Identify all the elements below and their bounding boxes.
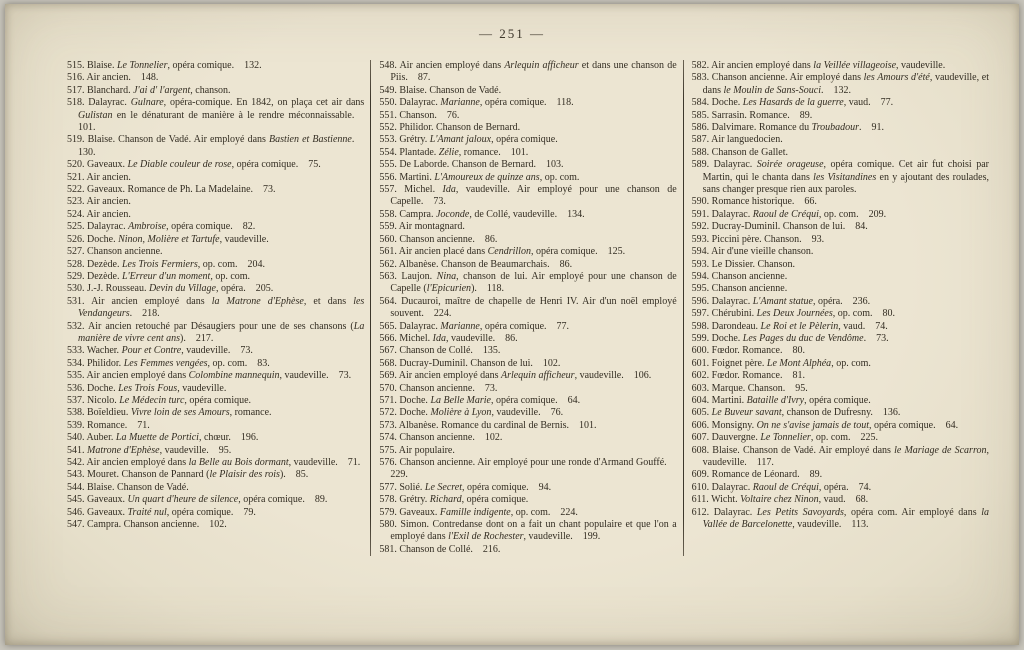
index-entry: 521. Air ancien.: [67, 171, 131, 183]
index-entry: 586. Dalvimare. Romance du Troubadour. 91.: [691, 122, 885, 134]
index-entry: 563. Laujon. Nina, chanson de lui. Air employé pour une chanson de Capelle (l'Epicurien). 118.: [379, 270, 677, 295]
index-entry: 518. Dalayrac. Gulnare, opéra-comique. En 1842, on plaça cet air dans Gulistan en le dénaturant de manière à le rendre méconnaissable. 101.: [67, 97, 365, 134]
index-entry: 538. Boïeldieu. Vivre loin de ses Amours, romance.: [67, 407, 272, 419]
index-entry: 517. Blanchard. J'ai d' l'argent, chanson.: [67, 84, 231, 96]
index-entry: 551. Chanson. 76.: [379, 109, 460, 121]
index-entry: 530. J.-J. Rousseau. Devin du Village, opéra. 205.: [67, 283, 274, 295]
index-entry: 532. Air ancien retouché par Désaugiers pour une de ses chansons (La manière de vivre cent ans). 217.: [67, 320, 365, 344]
index-entry: 549. Blaise. Chanson de Vadé.: [379, 84, 502, 96]
index-entry: 541. Matrone d'Ephèse, vaudeville. 95.: [67, 444, 232, 456]
index-entry: 605. Le Buveur savant, chanson de Dufresny. 136.: [691, 407, 901, 419]
index-entry: 606. Monsigny. On ne s'avise jamais de tout, opéra comique. 64.: [691, 419, 959, 431]
index-entry: 575. Air populaire.: [379, 444, 455, 456]
index-entry: 553. Grétry. L'Amant jaloux, opéra comique.: [379, 134, 558, 146]
index-entry: 574. Chanson ancienne. 102.: [379, 432, 503, 444]
index-entry: 590. Romance historique. 66.: [691, 196, 817, 208]
index-columns: [67, 60, 989, 556]
index-entry: 579. Gaveaux. Famille indigente, op. com. 224.: [379, 506, 578, 518]
index-entry: 581. Chanson de Collé. 216.: [379, 543, 501, 555]
index-entry: 544. Blaise. Chanson de Vadé.: [67, 481, 189, 493]
index-entry: 556. Martini. L'Amoureux de quinze ans, op. com.: [379, 171, 580, 183]
index-entry: 557. Michel. Ida, vaudeville. Air employé pour une chanson de Capelle. 73.: [379, 184, 677, 208]
index-entry: 572. Doche. Molière à Lyon, vaudeville. 76.: [379, 407, 564, 419]
index-entry: 600. Fœdor. Romance. 80.: [691, 345, 805, 357]
page-number: — 251 —: [479, 26, 545, 41]
index-entry: 583. Chanson ancienne. Air employé dans les Amours d'été, vaudeville, et dans le Moulin de Sans-Souci. 132.: [691, 72, 989, 96]
index-entry: 565. Dalayrac. Marianne, opéra comique. 77.: [379, 320, 570, 332]
index-entry: 524. Air ancien.: [67, 208, 131, 220]
index-entry: 543. Mouret. Chanson de Pannard (le Plaisir des rois). 85.: [67, 469, 309, 481]
column-divider: [370, 60, 371, 556]
index-column-left: [67, 60, 364, 556]
index-entry: 610. Dalayrac. Raoul de Créqui, opéra. 74.: [691, 481, 872, 493]
index-entry: 588. Chanson de Gallet.: [691, 146, 789, 158]
index-entry: 592. Ducray-Duminil. Chanson de lui. 84.: [691, 221, 868, 233]
index-entry: 536. Doche. Les Trois Fous, vaudeville.: [67, 382, 227, 394]
index-entry: 604. Martini. Bataille d'Ivry, opéra comique.: [691, 394, 871, 406]
index-entry: 599. Doche. Les Pages du duc de Vendôme. 73.: [691, 332, 889, 344]
index-entry: 587. Air languedocien.: [691, 134, 783, 146]
index-entry: 570. Chanson ancienne. 73.: [379, 382, 498, 394]
index-entry: 542. Air ancien employé dans la Belle au Bois dormant, vaudeville. 71.: [67, 457, 361, 468]
index-entry: 529. Dezède. L'Erreur d'un moment, op. com.: [67, 270, 251, 282]
index-entry: 561. Air ancien placé dans Cendrillon, opéra comique. 125.: [379, 246, 626, 258]
index-entry: 534. Philidor. Les Femmes vengées, op. com. 83.: [67, 357, 270, 369]
index-entry: 539. Romance. 71.: [67, 419, 150, 431]
index-entry: 594. Chanson ancienne.: [691, 270, 788, 282]
index-entry: 558. Campra. Joconde, de Collé, vaudeville. 134.: [379, 208, 585, 220]
index-entry: 520. Gaveaux. Le Diable couleur de rose, opéra comique. 75.: [67, 159, 321, 171]
index-entry: 566. Michel. Ida, vaudeville. 86.: [379, 332, 518, 344]
index-entry: 516. Air ancien. 148.: [67, 72, 159, 84]
index-entry: 527. Chanson ancienne.: [67, 246, 163, 258]
index-entry: 545. Gaveaux. Un quart d'heure de silence, opéra comique. 89.: [67, 494, 328, 506]
index-entry: 607. Dauvergne. Le Tonnelier, op. com. 225.: [691, 432, 879, 444]
index-entry: 526. Doche. Ninon, Molière et Tartufe, vaudeville.: [67, 233, 269, 245]
column-divider: [683, 60, 684, 556]
index-column-right: [692, 60, 989, 556]
index-entry: 567. Chanson de Collé. 135.: [379, 345, 501, 357]
index-entry: 609. Romance de Léonard. 89.: [691, 469, 823, 481]
index-column-middle: [379, 60, 676, 556]
index-entry: 608. Blaise. Chanson de Vadé. Air employé dans le Mariage de Scarron, vaudeville. 117.: [691, 444, 989, 468]
index-entry: 577. Solié. Le Secret, opéra comique. 94.: [379, 481, 552, 493]
index-entry: 568. Ducray-Duminil. Chanson de lui. 102.: [379, 357, 561, 369]
index-entry: 591. Dalayrac. Raoul de Créqui, op. com. 209.: [691, 208, 887, 220]
index-entry: 537. Nicolo. Le Médecin turc, opéra comique.: [67, 394, 252, 406]
index-entry: 547. Campra. Chanson ancienne. 102.: [67, 519, 227, 531]
index-entry: 594. Air d'une vieille chanson.: [691, 246, 814, 258]
index-entry: 519. Blaise. Chanson de Vadé. Air employé dans Bastien et Bastienne. 130.: [67, 134, 365, 158]
index-entry: 525. Dalayrac. Ambroise, opéra comique. 82.: [67, 221, 256, 233]
index-entry: 528. Dezède. Les Trois Fermiers, op. com. 204.: [67, 258, 265, 270]
index-entry: 597. Chérubini. Les Deux Journées, op. com. 80.: [691, 308, 895, 320]
index-entry: 571. Doche. La Belle Marie, opéra comique. 64.: [379, 394, 581, 406]
index-entry: 550. Dalayrac. Marianne, opéra comique. 118.: [379, 97, 574, 109]
scanned-book-page: [5, 4, 1019, 645]
index-entry: 559. Air montagnard.: [379, 221, 465, 233]
index-entry: 531. Air ancien employé dans la Matrone d'Ephèse, et dans les Vendangeurs. 218.: [67, 295, 365, 320]
index-entry: 598. Darondeau. Le Roi et le Pèlerin, vaud. 74.: [691, 320, 888, 332]
index-entry: 523. Air ancien.: [67, 196, 131, 208]
index-entry: 582. Air ancien employé dans la Veillée villageoise, vaudeville.: [691, 60, 946, 71]
index-entry: 562. Albanèse. Chanson de Beaumarchais. 86.: [379, 258, 573, 270]
index-entry: 589. Dalayrac. Soirée orageuse, opéra comique. Cet air fut choisi par Martin, qui le chanta dans les Visitandines en y ajoutant des roulades, sans changer presque rien aux paroles.: [691, 159, 989, 196]
index-entry: 535. Air ancien employé dans Colombine mannequin, vaudeville. 73.: [67, 370, 352, 382]
index-entry: 595. Chanson ancienne.: [691, 283, 788, 295]
index-entry: 593. Piccini père. Chanson. 93.: [691, 233, 825, 245]
index-entry: 522. Gaveaux. Romance de Ph. La Madelaine. 73.: [67, 184, 276, 196]
index-entry: 612. Dalayrac. Les Petits Savoyards, opéra com. Air employé dans la Vallée de Barcelonette, vaudeville. 113.: [691, 506, 989, 531]
index-entry: 555. De Laborde. Chanson de Bernard. 103.: [379, 159, 564, 171]
index-entry: 578. Grétry. Richard, opéra comique.: [379, 494, 529, 506]
index-entry: 596. Dalayrac. L'Amant statue, opéra. 236.: [691, 295, 871, 307]
index-entry: 601. Foignet père. Le Mont Alphéa, op. com.: [691, 357, 871, 369]
index-entry: 564. Ducauroi, maître de chapelle de Henri IV. Air d'un noël employé souvent. 224.: [379, 295, 677, 320]
index-entry: 602. Fœdor. Romance. 81.: [691, 370, 805, 382]
index-entry: 580. Simon. Contredanse dont on a fait un chant populaire et que l'on a employé dans l'Exil de Rochester, vaudeville. 199.: [379, 519, 677, 543]
index-entry: 540. Auber. La Muette de Portici, chœur. 196.: [67, 432, 259, 444]
index-entry: 593. Le Dissier. Chanson.: [691, 258, 795, 270]
index-entry: 611. Wicht. Voltaire chez Ninon, vaud. 68.: [691, 494, 869, 506]
index-entry: 573. Albanèse. Romance du cardinal de Bernis. 101.: [379, 419, 597, 431]
index-entry: 552. Philidor. Chanson de Bernard.: [379, 122, 521, 134]
index-entry: 576. Chanson ancienne. Air employé pour une ronde d'Armand Gouffé. 229.: [379, 457, 677, 481]
index-entry: 546. Gaveaux. Traité nul, opéra comique. 79.: [67, 506, 256, 518]
index-entry: 569. Air ancien employé dans Arlequin afficheur, vaudeville. 106.: [379, 370, 652, 382]
index-entry: 554. Plantade. Zélie, romance. 101.: [379, 146, 529, 158]
index-entry: 548. Air ancien employé dans Arlequin afficheur et dans une chanson de Piis. 87.: [379, 60, 677, 84]
index-entry: 560. Chanson ancienne. 86.: [379, 233, 498, 245]
index-entry: 584. Doche. Les Hasards de la guerre, vaud. 77.: [691, 97, 894, 109]
index-entry: 603. Marque. Chanson. 95.: [691, 382, 808, 394]
index-entry: 515. Blaise. Le Tonnelier, opéra comique. 132.: [67, 60, 262, 71]
index-entry: 533. Wacher. Pour et Contre, vaudeville. 73.: [67, 345, 253, 357]
index-entry: 585. Sarrasin. Romance. 89.: [691, 109, 813, 121]
